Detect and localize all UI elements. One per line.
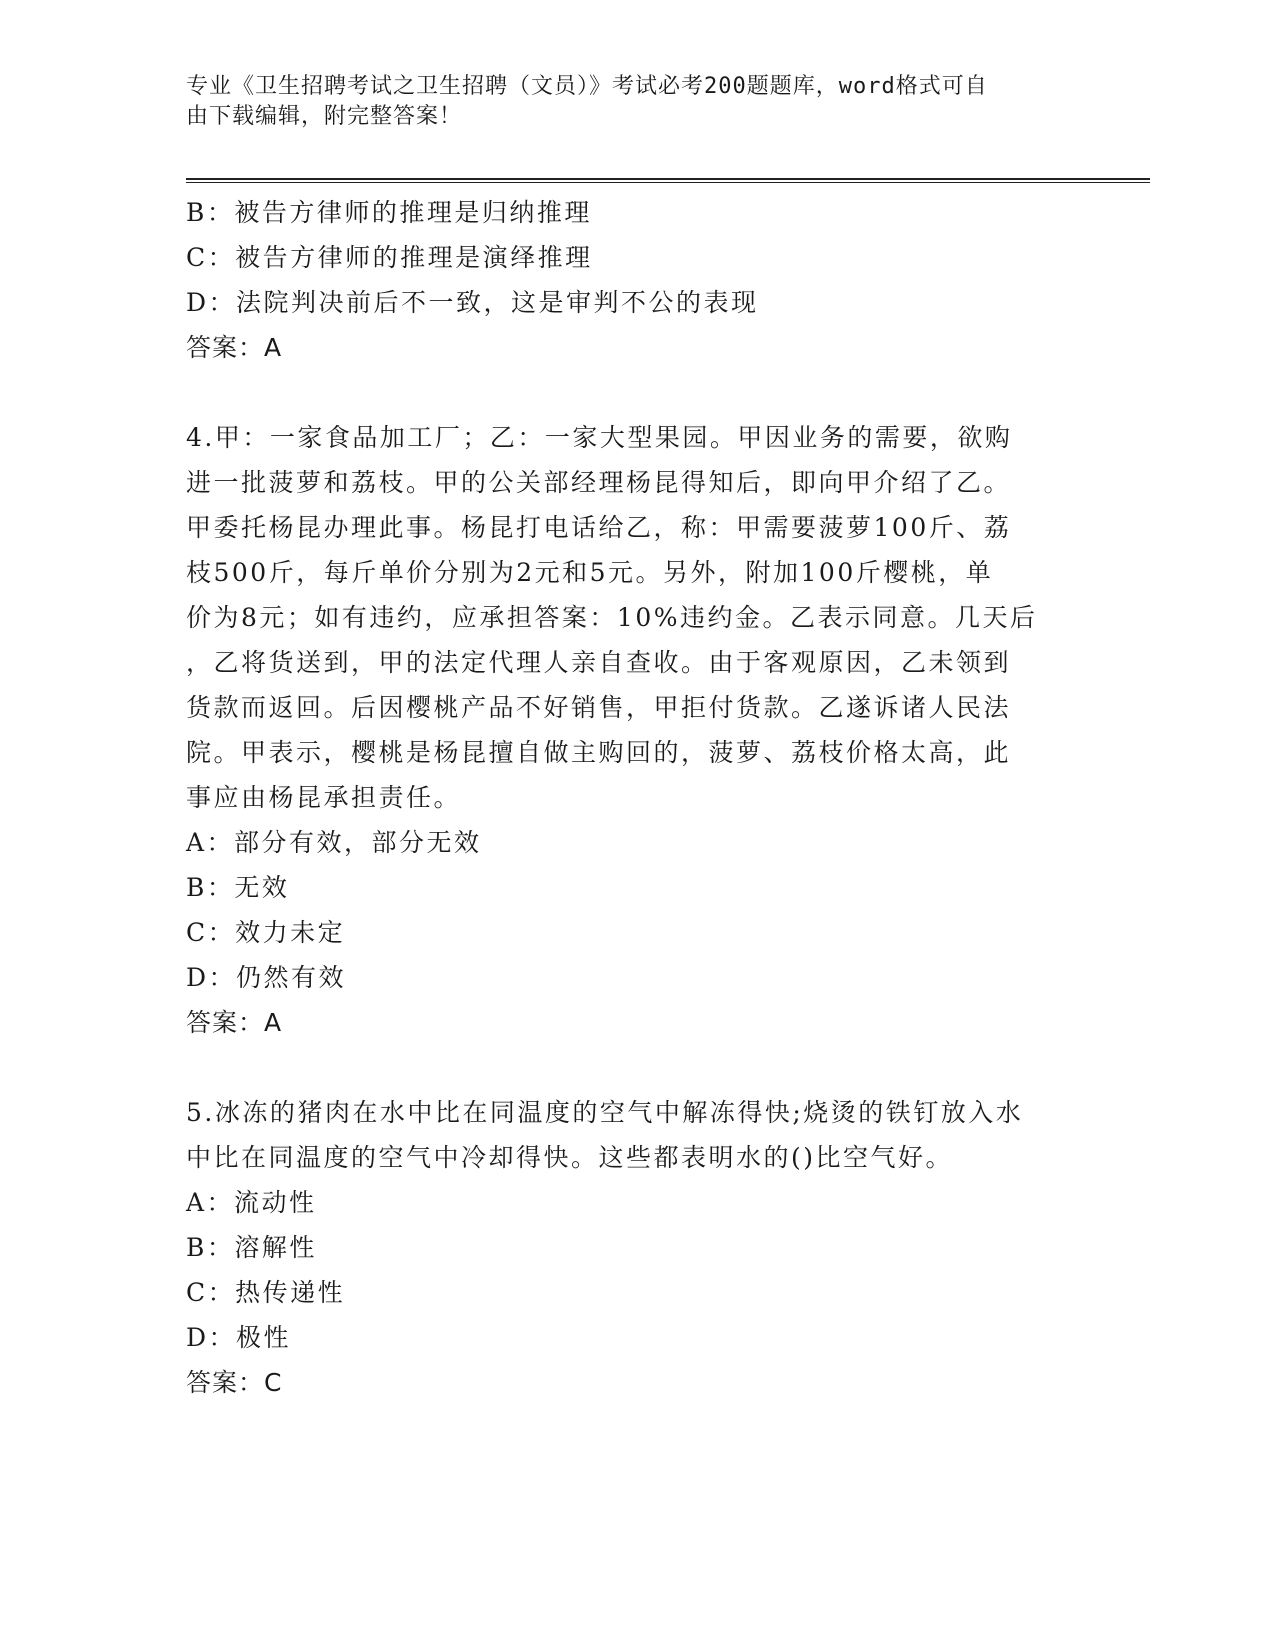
question-line: ，乙将货送到，甲的法定代理人亲自查收。由于客观原因，乙未领到 bbox=[186, 648, 1012, 677]
header-line-2: 由下载编辑，附完整答案！ bbox=[186, 104, 463, 129]
option-c: C：热传递性 bbox=[186, 1278, 346, 1307]
question-line: 院。甲表示，樱桃是杨昆擅自做主购回的，菠萝、荔枝价格太高，此 bbox=[186, 738, 1012, 767]
header-rule-thin bbox=[186, 182, 1150, 183]
answer-line: 答案：C bbox=[186, 1368, 283, 1397]
answer-line: 答案：A bbox=[186, 1008, 283, 1037]
option-d: D：仍然有效 bbox=[186, 963, 347, 992]
option-a: A：流动性 bbox=[186, 1188, 317, 1217]
question-block-3 bbox=[186, 190, 1086, 370]
question-line: 事应由杨昆承担责任。 bbox=[186, 783, 462, 812]
header-line-1: 专业《卫生招聘考试之卫生招聘（文员）》考试必考200题题库，word格式可自 bbox=[186, 74, 988, 99]
block-spacer bbox=[186, 370, 1086, 415]
question-line: 进一批菠萝和荔枝。甲的公关部经理杨昆得知后，即向甲介绍了乙。 bbox=[186, 468, 1012, 497]
answer-line: 答案：A bbox=[186, 333, 283, 362]
option-c: C：被告方律师的推理是演绎推理 bbox=[186, 243, 593, 272]
question-block-4 bbox=[186, 415, 1086, 1045]
question-line: 5.冰冻的猪肉在水中比在同温度的空气中解冻得快;烧烫的铁钉放入水 bbox=[186, 1098, 1024, 1127]
option-c: C：效力未定 bbox=[186, 918, 346, 947]
question-line: 4.甲：一家食品加工厂；乙：一家大型果园。甲因业务的需要，欲购 bbox=[186, 423, 1013, 452]
option-d: D：法院判决前后不一致，这是审判不公的表现 bbox=[186, 288, 759, 317]
question-text bbox=[186, 415, 1066, 820]
option-b: B：无效 bbox=[186, 873, 290, 902]
question-text bbox=[186, 1090, 1066, 1180]
question-line: 甲委托杨昆办理此事。杨昆打电话给乙，称：甲需要菠萝100斤、荔 bbox=[186, 513, 1012, 542]
option-b: B：被告方律师的推理是归纳推理 bbox=[186, 198, 592, 227]
question-line: 货款而返回。后因樱桃产品不好销售，甲拒付货款。乙遂诉诸人民法 bbox=[186, 693, 1012, 722]
option-a: A：部分有效，部分无效 bbox=[186, 828, 482, 857]
option-b: B：溶解性 bbox=[186, 1233, 317, 1262]
question-line: 价为8元；如有违约，应承担答案：10%违约金。乙表示同意。几天后 bbox=[186, 603, 1038, 632]
header-rule-thick bbox=[186, 178, 1150, 180]
option-d: D：极性 bbox=[186, 1323, 292, 1352]
block-spacer bbox=[186, 1045, 1086, 1090]
document-header bbox=[186, 72, 1066, 132]
question-line: 枝500斤，每斤单价分别为2元和5元。另外，附加100斤樱桃，单 bbox=[186, 558, 994, 587]
document-body bbox=[186, 190, 1086, 1405]
question-block-5 bbox=[186, 1090, 1086, 1405]
question-line: 中比在同温度的空气中冷却得快。这些都表明水的()比空气好。 bbox=[186, 1143, 954, 1172]
